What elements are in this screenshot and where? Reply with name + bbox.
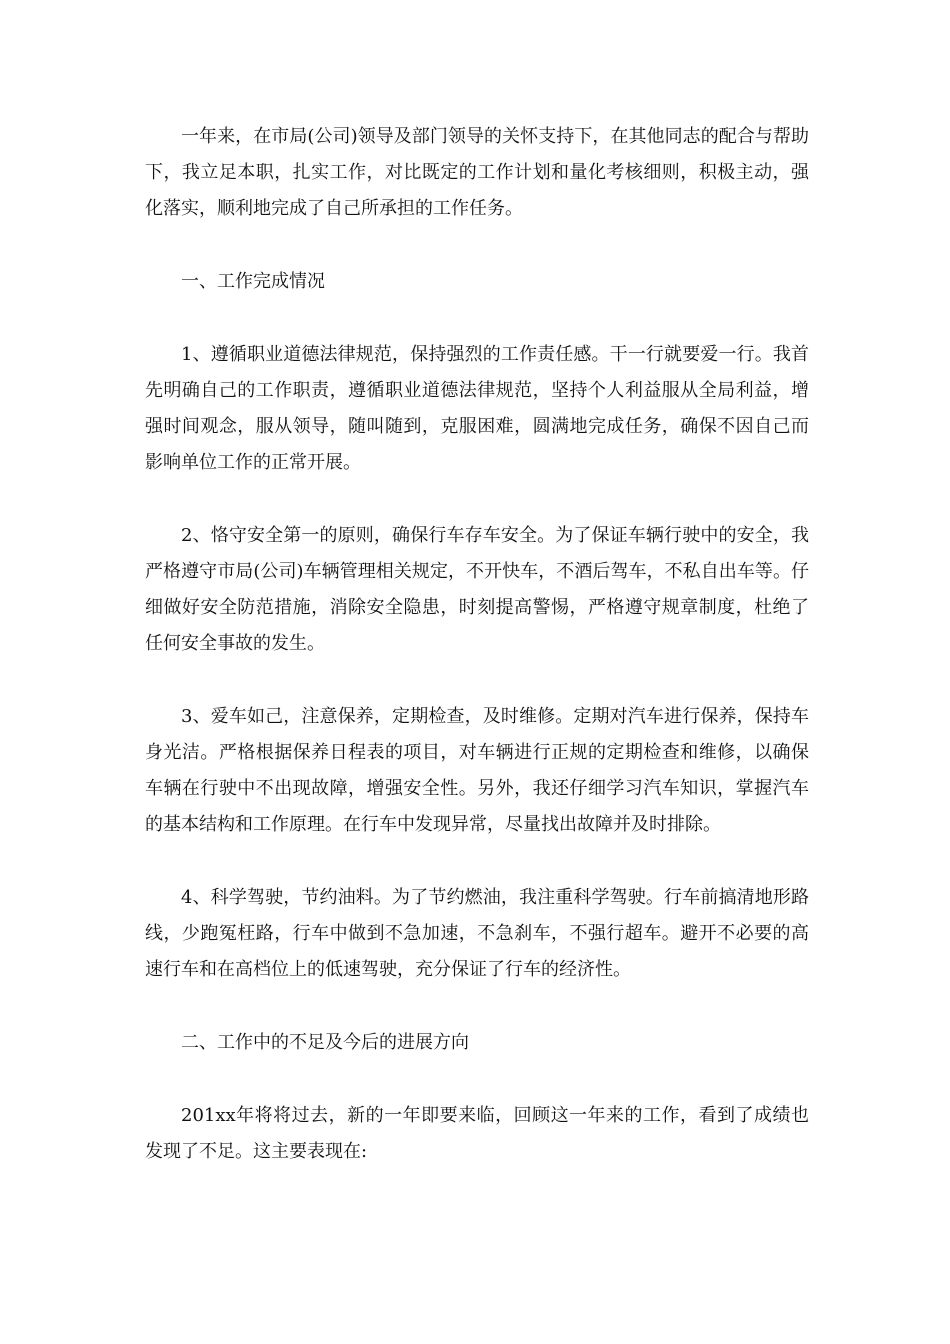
section-heading-shortcomings: 二、工作中的不足及今后的进展方向 <box>181 1032 469 1053</box>
item-paragraph-1: 1、遵循职业道德法律规范，保持强烈的工作责任感。干一行就要爱一行。我首先明确自己的工作职责，遵循职业道德法律规范，坚持个人利益服从全局利益，增强时间观念，服从领导，随叫随到，克服困难，圆满地完成任务，确保不因自己而影响单位工作的正常开展。 <box>145 344 809 473</box>
document-body <box>145 119 809 1207</box>
item-paragraph-3: 3、爱车如己，注意保养，定期检查，及时维修。定期对汽车进行保养，保持车身光洁。严格根据保养日程表的项目，对车辆进行正规的定期检查和维修，以确保车辆在行驶中不出现故障，增强安全性。另外，我还仔细学习汽车知识，掌握汽车的基本结构和工作原理。在行车中发现异常，尽量找出故障并及时排除。 <box>145 706 809 835</box>
closing-paragraph: 201xx年将将过去，新的一年即要来临，回顾这一年来的工作，看到了成绩也发现了不足。这主要表现在: <box>145 1105 809 1162</box>
section-heading-work-completion: 一、工作完成情况 <box>181 271 325 292</box>
item-paragraph-4: 4、科学驾驶，节约油料。为了节约燃油，我注重科学驾驶。行车前搞清地形路线，少跑冤枉路，行车中做到不急加速，不急刹车，不强行超车。避开不必要的高速行车和在高档位上的低速驾驶，充分保证了行车的经济性。 <box>145 887 809 980</box>
intro-paragraph: 一年来，在市局(公司)领导及部门领导的关怀支持下，在其他同志的配合与帮助下，我立足本职，扎实工作，对比既定的工作计划和量化考核细则，积极主动，强化落实，顺利地完成了自己所承担的工作任务。 <box>145 126 809 219</box>
item-paragraph-2: 2、恪守安全第一的原则，确保行车存车安全。为了保证车辆行驶中的安全，我严格遵守市局(公司)车辆管理相关规定，不开快车，不酒后驾车，不私自出车等。仔细做好安全防范措施，消除安全隐患，时刻提高警惕，严格遵守规章制度，杜绝了任何安全事故的发生。 <box>145 525 809 654</box>
